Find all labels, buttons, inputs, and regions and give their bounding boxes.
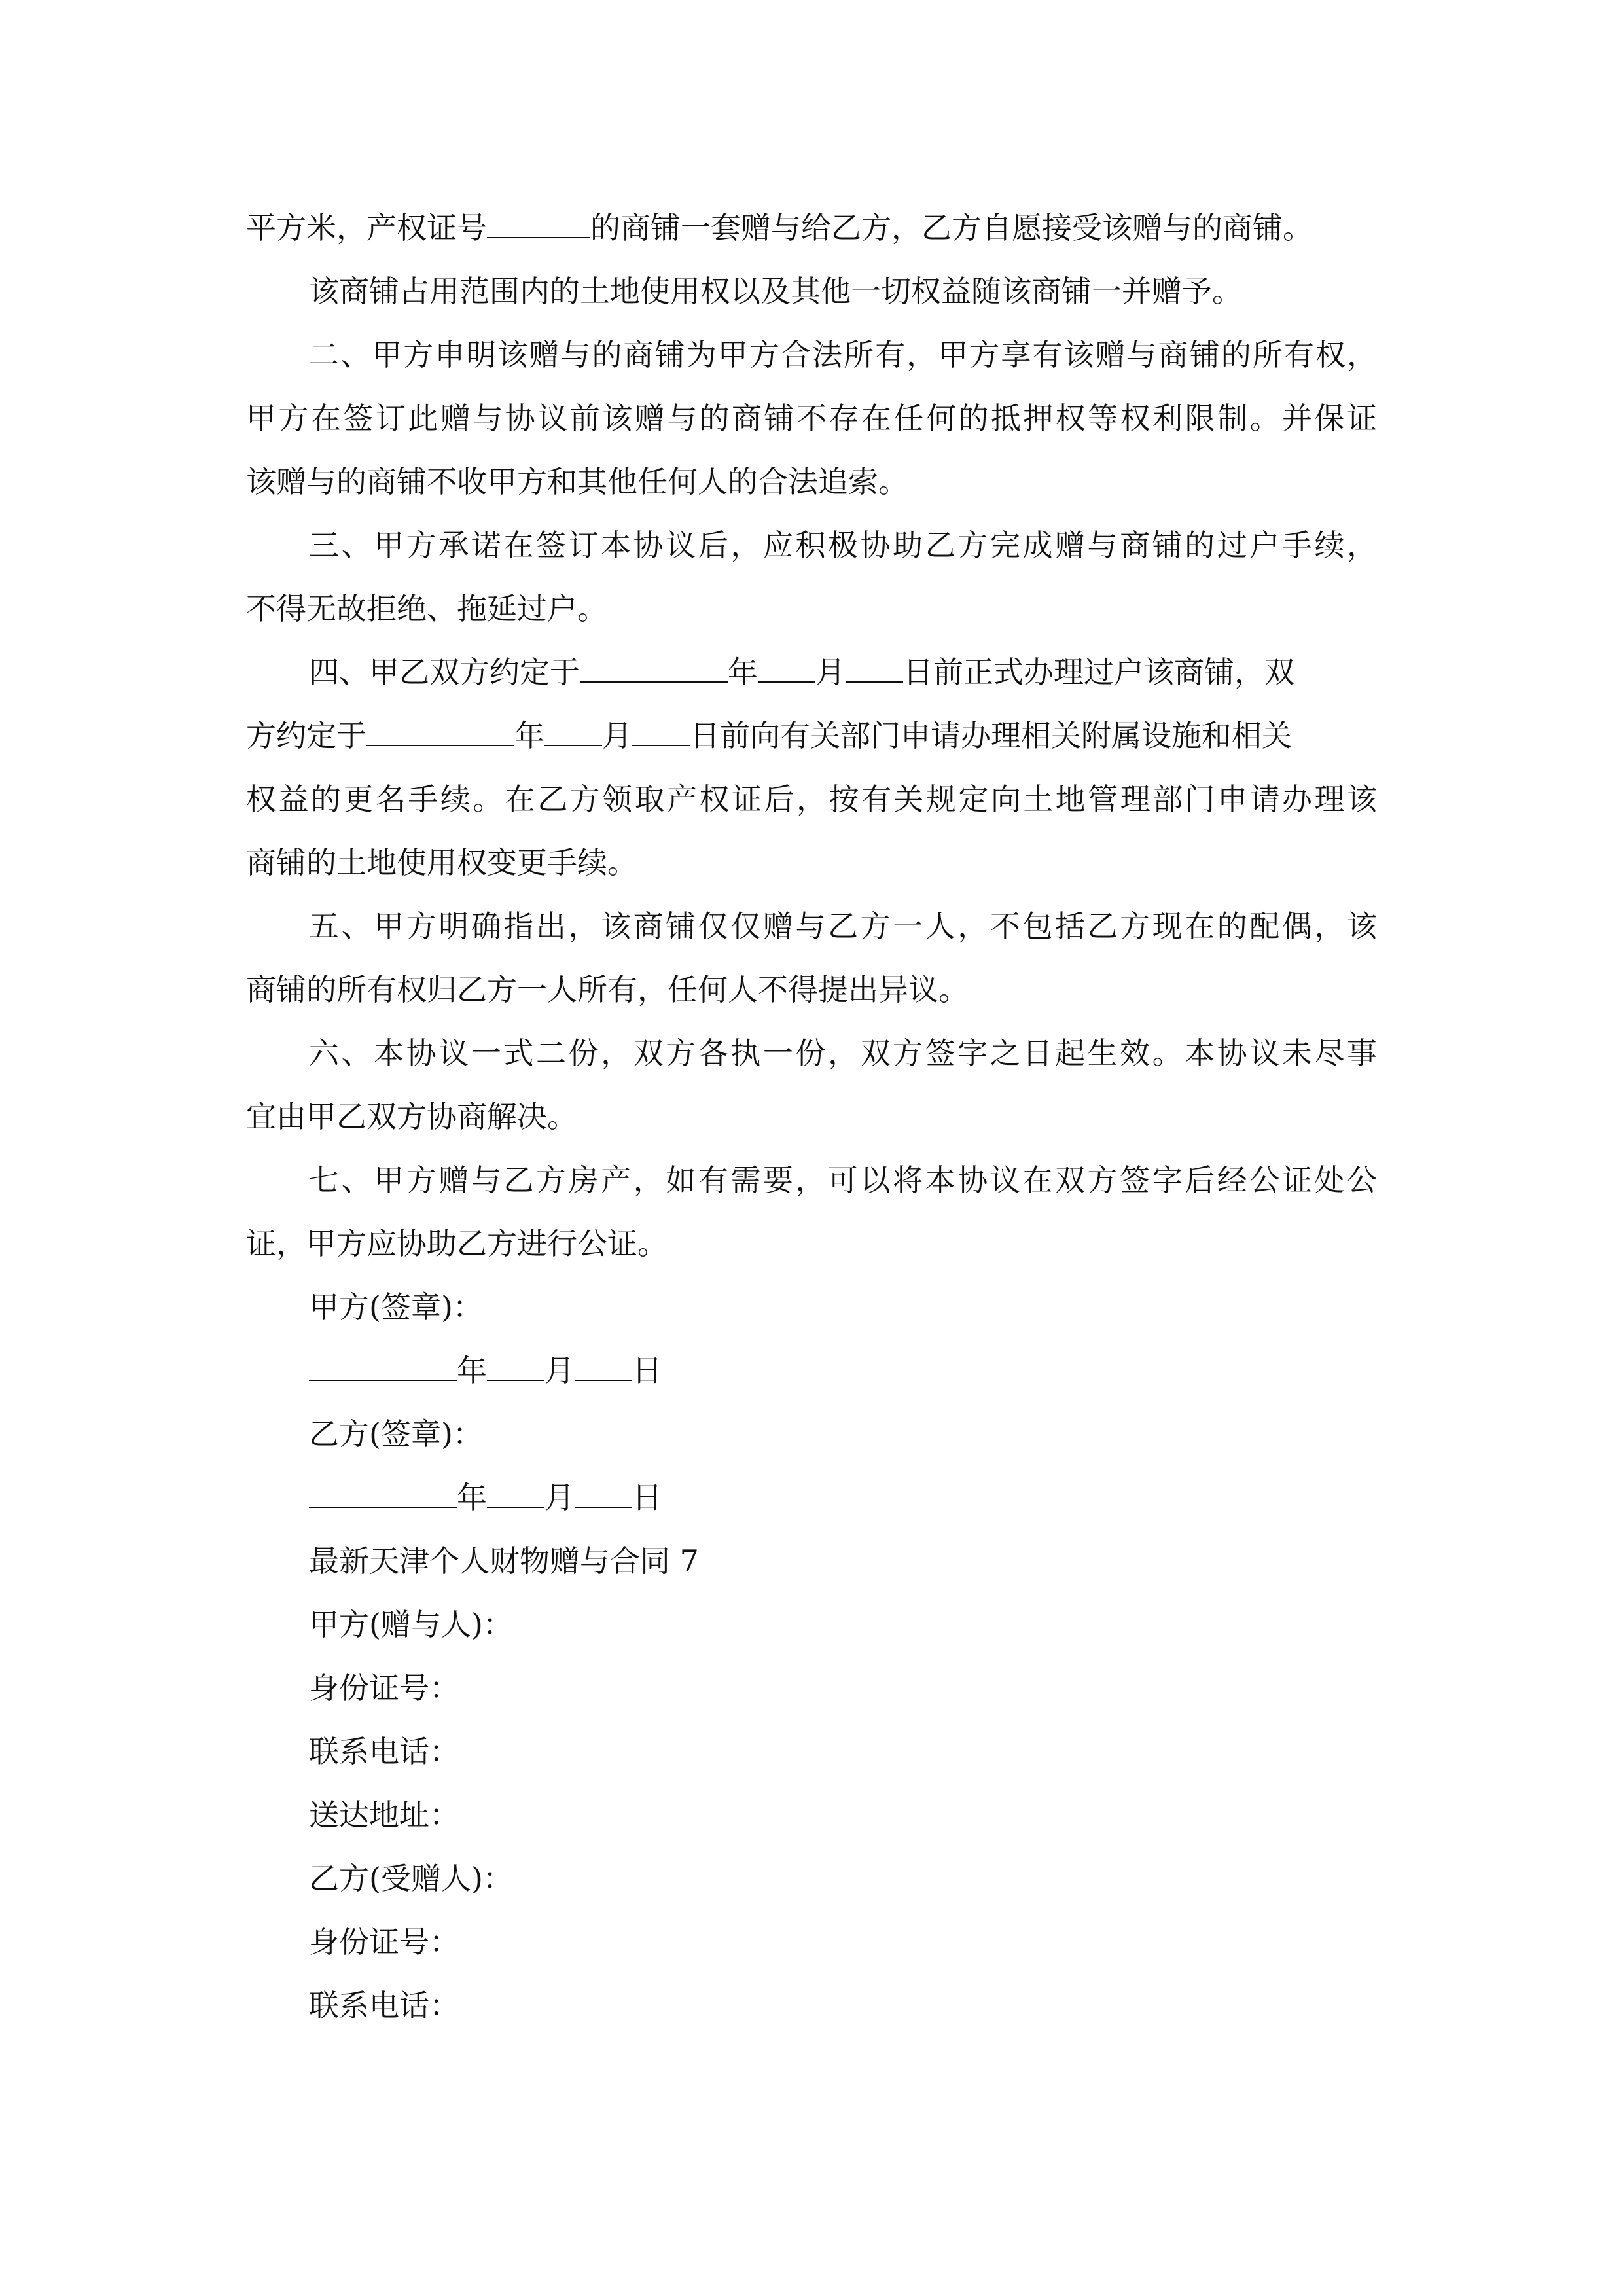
paragraph-text: 日前正式办理过户该商铺，双 <box>903 655 1294 690</box>
fill-in-blank <box>580 656 728 683</box>
paragraph-line <box>246 323 1377 387</box>
date-month-label: 月 <box>544 1480 575 1515</box>
field-label: 联系电话： <box>309 1988 459 2023</box>
paragraph-line <box>246 514 1377 577</box>
paragraph-text: 商铺的土地使用权变更手续。 <box>246 845 637 880</box>
fill-in-blank <box>575 1355 632 1381</box>
field-label: 甲方(赠与人)： <box>309 1607 513 1642</box>
field-label: 联系电话： <box>309 1734 459 1769</box>
date-day-label: 日 <box>632 1353 662 1388</box>
document-body <box>246 196 1377 2037</box>
fill-in-blank <box>544 720 602 746</box>
paragraph-text: 权益的更名手续。在乙方领取产权证后，按有关规定向土地管理部门申请办理该 <box>246 781 1377 817</box>
paragraph-text: 月 <box>602 718 632 753</box>
fill-in-blank <box>575 1482 632 1508</box>
fill-in-blank <box>487 1355 544 1381</box>
signature-label-party-b <box>246 1403 1377 1466</box>
paragraph-text: 证，甲方应协助乙方进行公证。 <box>246 1226 668 1261</box>
paragraph-line <box>246 1212 1377 1276</box>
field-label: 送达地址： <box>309 1797 459 1833</box>
signature-label-party-a <box>246 1276 1377 1339</box>
fill-in-blank <box>309 1482 457 1508</box>
fill-in-blank <box>309 1355 457 1381</box>
date-month-label: 月 <box>544 1353 575 1388</box>
paragraph-text: 年 <box>514 718 544 753</box>
paragraph-line <box>246 1085 1377 1149</box>
id-number-field-a <box>246 1657 1377 1720</box>
paragraph-text: 六、本协议一式二份，双方各执一份，双方签字之日起生效。本协议未尽事 <box>309 1035 1377 1071</box>
paragraph-text: 平方米，产权证号 <box>246 210 487 245</box>
fill-in-blank <box>487 212 590 238</box>
fill-in-blank <box>487 1482 544 1508</box>
paragraph-line <box>246 1022 1377 1085</box>
field-label: 身份证号： <box>309 1924 459 1960</box>
party-b-field <box>246 1847 1377 1910</box>
paragraph-line <box>246 387 1377 450</box>
signature-label: 乙方(签章)： <box>309 1416 483 1452</box>
paragraph-text: 七、甲方赠与乙方房产，如有需要，可以将本协议在双方签字后经公证处公 <box>309 1162 1377 1198</box>
paragraph-text: 四、甲乙双方约定于 <box>309 655 580 690</box>
paragraph-line <box>246 577 1377 641</box>
paragraph-text: 宜由甲乙双方协商解决。 <box>246 1099 577 1134</box>
paragraph-text: 该商铺占用范围内的土地使用权以及其他一切权益随该商铺一并赠予。 <box>309 274 1242 309</box>
date-day-label: 日 <box>632 1480 662 1515</box>
fill-in-blank <box>846 656 903 683</box>
signature-label: 甲方(签章)： <box>309 1289 483 1325</box>
address-field-a <box>246 1784 1377 1847</box>
paragraph-line <box>246 831 1377 895</box>
paragraph-text: 五、甲方明确指出，该商铺仅仅赠与乙方一人，不包括乙方现在的配偶，该 <box>309 908 1377 944</box>
date-year-label: 年 <box>457 1480 487 1515</box>
paragraph-text: 二、甲方申明该赠与的商铺为甲方合法所有，甲方享有该赠与商铺的所有权， <box>309 337 1377 372</box>
date-year-label: 年 <box>457 1353 487 1388</box>
paragraph-line <box>246 958 1377 1022</box>
id-number-field-b <box>246 1910 1377 1974</box>
paragraph-line <box>246 260 1377 323</box>
paragraph-line <box>246 450 1377 514</box>
paragraph-line <box>246 196 1377 260</box>
paragraph-line <box>246 895 1377 958</box>
next-contract-title <box>246 1530 1377 1593</box>
field-label: 乙方(受赠人)： <box>309 1861 513 1896</box>
paragraph-text: 不得无故拒绝、拖延过户。 <box>246 591 607 626</box>
paragraph-text: 的商铺一套赠与给乙方，乙方自愿接受该赠与的商铺。 <box>590 210 1313 245</box>
paragraph-text: 甲方在签订此赠与协议前该赠与的商铺不存在任何的抵押权等权利限制。并保证 <box>246 401 1377 436</box>
section-title: 最新天津个人财物赠与合同 7 <box>309 1543 699 1579</box>
paragraph-text: 日前向有关部门申请办理相关附属设施和相关 <box>690 718 1292 753</box>
paragraph-text: 商铺的所有权归乙方一人所有，任何人不得提出异议。 <box>246 972 969 1007</box>
fill-in-blank <box>632 720 690 746</box>
party-a-field <box>246 1593 1377 1657</box>
paragraph-text: 年 <box>728 655 758 690</box>
paragraph-line <box>246 1149 1377 1212</box>
paragraph-text: 月 <box>815 655 846 690</box>
field-label: 身份证号： <box>309 1670 459 1706</box>
fill-in-blank <box>758 656 815 683</box>
paragraph-line <box>246 768 1377 831</box>
paragraph-text: 该赠与的商铺不收甲方和其他任何人的合法追索。 <box>246 464 908 499</box>
signature-date-party-a <box>246 1339 1377 1403</box>
phone-field-a <box>246 1720 1377 1784</box>
paragraph-line <box>246 704 1377 768</box>
signature-date-party-b <box>246 1466 1377 1530</box>
fill-in-blank <box>366 720 514 746</box>
paragraph-text: 方约定于 <box>246 718 366 753</box>
paragraph-line <box>246 641 1377 704</box>
paragraph-text: 三、甲方承诺在签订本协议后，应积极协助乙方完成赠与商铺的过户手续， <box>309 528 1377 563</box>
phone-field-b <box>246 1974 1377 2037</box>
